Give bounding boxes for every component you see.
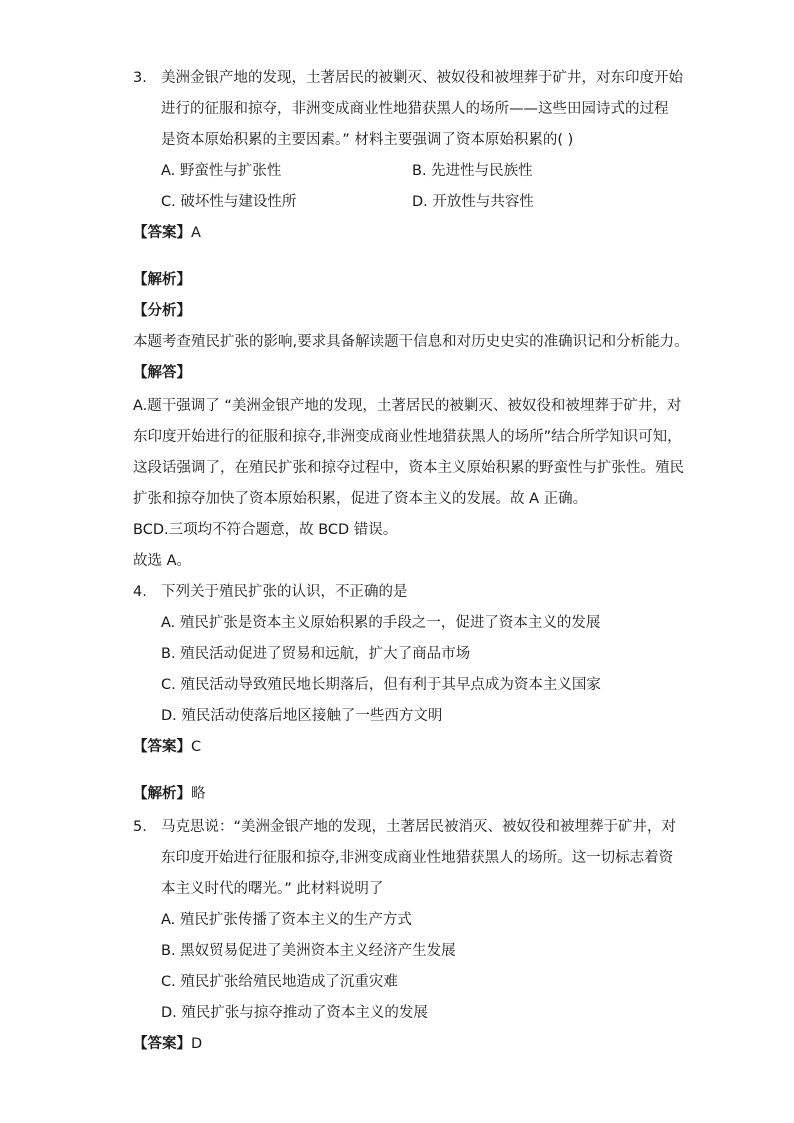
answer-value: A — [191, 225, 201, 241]
jieda-line: 故选 A。 — [133, 553, 192, 569]
fenxi-row — [133, 302, 191, 321]
fenxi-label: 【分析】 — [133, 303, 191, 319]
fenxi-text: 本题考查殖民扩张的影响,要求具备解读题干信息和对历史史实的准确识记和分析能力。 — [133, 334, 689, 350]
answer-row — [133, 738, 201, 757]
jieda-label: 【解答】 — [133, 365, 191, 381]
answer-row — [133, 224, 201, 243]
option-c: C. 殖民扩张给殖民地造成了沉重灾难 — [161, 974, 398, 990]
question-number: 5. — [133, 819, 147, 835]
option-a: A. 殖民扩张是资本主义原始积累的手段之一，促进了资本主义的发展 — [161, 615, 601, 631]
option-d: D. 殖民扩张与掠夺推动了资本主义的发展 — [161, 1005, 428, 1021]
question-stem-line: 东印度开始进行征服和掠夺,非洲变成商业性地猎获黑人的场所。这一切标志着资 — [161, 850, 674, 866]
jieda-line: 这段话强调了，在殖民扩张和掠夺过程中，资本主义原始积累的野蛮性与扩张性。殖民 — [133, 460, 684, 476]
option-d: D. 开放性与共容性 — [412, 194, 534, 210]
analysis-text: 略 — [191, 786, 206, 802]
answer-label: 【答案】 — [133, 739, 191, 755]
analysis-row — [133, 271, 191, 290]
answer-value: D — [191, 1036, 203, 1052]
question-stem-line: 进行的征服和掠夺，非洲变成商业性地猎获黑人的场所——这些田园诗式的过程 — [161, 101, 669, 117]
question-number: 3. — [133, 70, 147, 86]
question-stem-line: 是资本原始积累的主要因素。” 材料主要强调了资本原始积累的( ) — [161, 132, 574, 148]
jieda-line: 东印度开始进行的征服和掠夺,非洲变成商业性地猎获黑人的场所”结合所学知识可知， — [133, 429, 682, 445]
option-a: A. 野蛮性与扩张性 — [161, 163, 282, 179]
option-c: C. 破坏性与建设性所 — [161, 194, 297, 210]
answer-row — [133, 1035, 202, 1054]
jieda-line: A.题干强调了 “美洲金银产地的发现，土著居民的被剿灭、被奴役和被埋葬于矿井，对 — [133, 398, 682, 414]
analysis-row — [133, 785, 206, 804]
answer-label: 【答案】 — [133, 225, 191, 241]
option-c: C. 殖民活动导致殖民地长期落后，但有利于其早点成为资本主义国家 — [161, 677, 601, 693]
option-b: B. 先进性与民族性 — [412, 163, 533, 179]
option-b: B. 殖民活动促进了贸易和远航，扩大了商品市场 — [161, 646, 471, 662]
question-number: 4. — [133, 584, 147, 600]
question-stem-line: 本主义时代的曙光。” 此材料说明了 — [161, 881, 384, 897]
analysis-label: 【解析】 — [133, 786, 191, 802]
option-b: B. 黑奴贸易促进了美洲资本主义经济产生发展 — [161, 943, 456, 959]
jieda-line: BCD.三项均不符合题意，故 BCD 错误。 — [133, 522, 398, 538]
answer-label: 【答案】 — [133, 1036, 191, 1052]
question-stem-line: 美洲金银产地的发现，土著居民的被剿灭、被奴役和被埋葬于矿井，对东印度开始 — [161, 70, 683, 86]
option-a: A. 殖民扩张传播了资本主义的生产方式 — [161, 912, 412, 928]
analysis-label: 【解析】 — [133, 272, 191, 288]
answer-value: C — [191, 739, 202, 755]
question-stem: 下列关于殖民扩张的认识，不正确的是 — [161, 584, 408, 600]
question-stem-line: 马克思说：“美洲金银产地的发现，土著居民被消灭、被奴役和被埋葬于矿井，对 — [161, 819, 677, 835]
jieda-line: 扩张和掠夺加快了资本原始积累，促进了资本主义的发展。故 A 正确。 — [133, 491, 588, 507]
jieda-row — [133, 364, 191, 383]
option-d: D. 殖民活动使落后地区接触了一些西方文明 — [161, 708, 443, 724]
